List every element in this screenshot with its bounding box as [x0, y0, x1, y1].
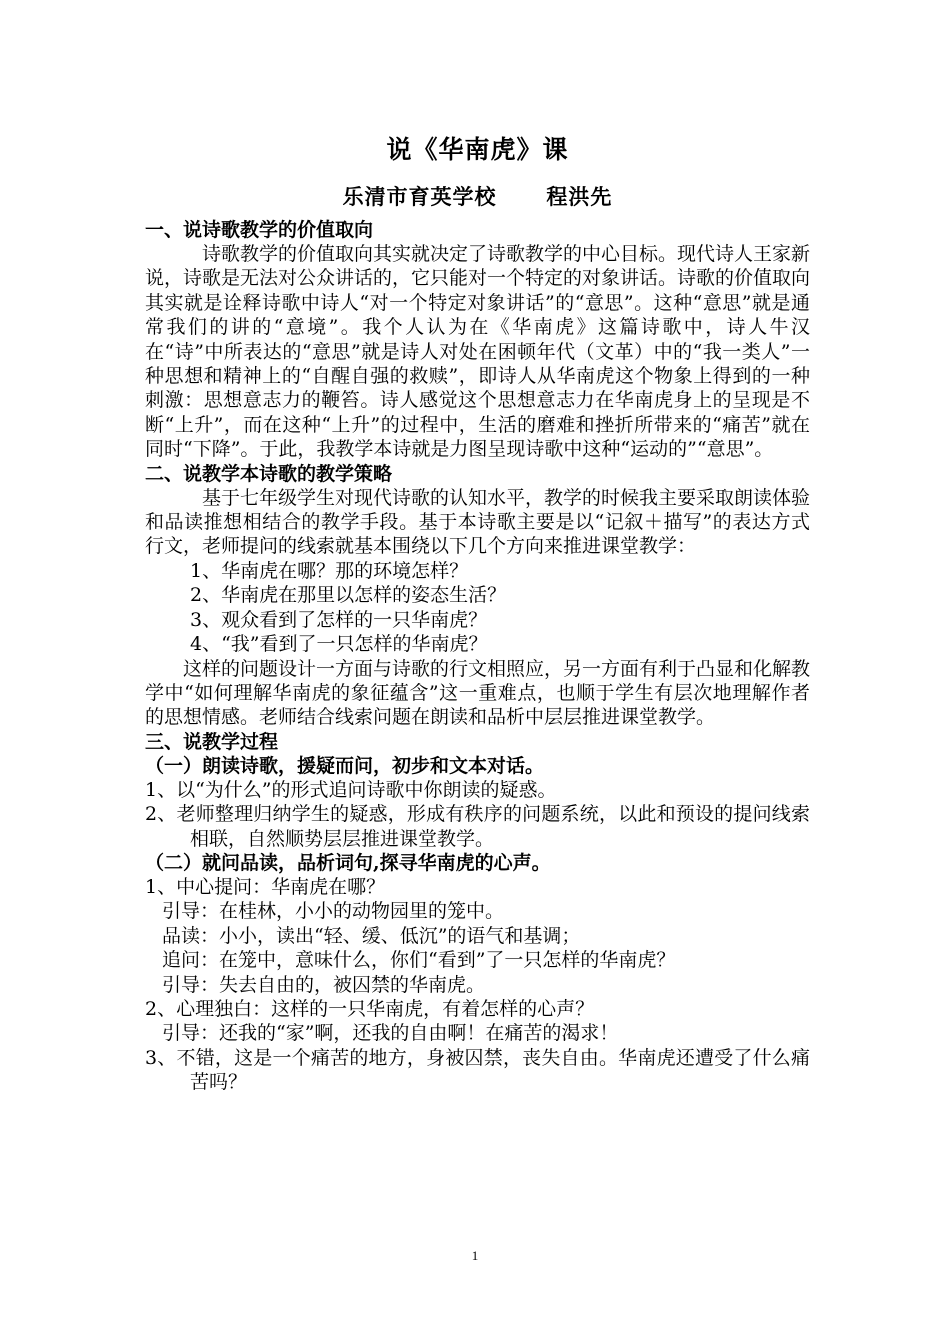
section-3-heading: 三、说教学过程: [145, 730, 279, 753]
section-1-heading: 一、说诗歌教学的价值取向: [145, 219, 374, 241]
question-1: 1、中心提问：华南虎在哪？: [145, 875, 386, 898]
guide-line: 引导：在桂林，小小的动物园里的笼中。: [162, 900, 505, 923]
section-2-heading: 二、说教学本诗歌的教学策略: [145, 462, 393, 485]
section-2-paragraph-2: 这样的问题设计一方面与诗歌的行文相照应，另一方面有利于凸显和化解教学中“如何理解华南虎的象征蕴含”这一重难点，也顺于学生有层次地理解作者的思想情感。老师结合线索问题在朗读和品析中层层推进课堂教学。: [145, 657, 811, 729]
section-2-paragraph: 基于七年级学生对现代诗歌的认知水平，教学的时候我主要采取朗读体验和品读推想相结合的教学手段。基于本诗歌主要是以“记叙＋描写”的表达方式行文，老师提问的线索就基本围绕以下几个方向来推进课堂教学：: [145, 486, 811, 558]
question-2: 2、心理独白：这样的一只华南虎，有着怎样的心声？: [145, 997, 595, 1020]
question-3: 3、不错，这是一个痛苦的地方，身被囚禁，丧失自由。华南虎还遭受了什么痛苦吗？: [145, 1046, 810, 1094]
subsection-2-heading: （二）就问品读，品析词句,探寻华南虎的心声。: [145, 851, 551, 874]
author-line: 乐清市育英学校 程洪先: [342, 184, 613, 209]
list-item: 2、华南虎在那里以怎样的姿态生活？: [190, 584, 507, 607]
guide-line: 引导：还我的“家”啊，还我的自由啊！在痛苦的渴求！: [162, 1022, 619, 1045]
guide-line: 引导：失去自由的，被囚禁的华南虎。: [162, 973, 486, 996]
page-title: 说《华南虎》课: [386, 135, 569, 164]
list-item: 1、华南虎在哪？那的环境怎样？: [190, 559, 469, 582]
list-item: 2、老师整理归纳学生的疑惑，形成有秩序的问题系统，以此和预设的提问线索相联，自然顺势层层推进课堂教学。: [145, 803, 810, 850]
list-item: 1、以“为什么”的形式追问诗歌中你朗读的疑惑。: [145, 778, 557, 801]
subsection-1-heading: （一）朗读诗歌，援疑而问，初步和文本对话。: [145, 754, 545, 777]
list-item: 4、“我”看到了一只怎样的华南虎？: [190, 633, 488, 656]
page-number: 1: [471, 1248, 479, 1263]
guide-line: 品读：小小，读出“轻、缓、低沉”的语气和基调；: [162, 924, 581, 947]
guide-line: 追问：在笼中，意味什么，你们“看到”了一只怎样的华南虎？: [162, 949, 676, 972]
document-page: [145, 130, 810, 1095]
list-item: 3、观众看到了怎样的一只华南虎？: [190, 608, 488, 631]
section-1-paragraph: 诗歌教学的价值取向其实就决定了诗歌教学的中心目标。现代诗人王家新说，诗歌是无法对公众讲话的，它只能对一个特定的对象讲话。诗歌的价值取向其实就是诠释诗歌中诗人“对一个特定对象讲话”的“意思”。这种“意思”就是通常我们的讲的“意境”。我个人认为在《华南虎》这篇诗歌中，诗人牛汉在“诗”中所表达的“意思”就是诗人对处在困顿年代（文革）中的“我一类人”一种思想和精神上的“自醒自强的救赎”，即诗人从华南虎这个物象上得到的一种刺激：思想意志力的鞭笞。诗人感觉这个思想意志力在华南虎身上的呈现是不断“上升”，而在这种“上升”的过程中，生活的磨难和挫折所带来的“痛苦”就在同时“下降”。于此，我教学本诗就是力图呈现诗歌中这种“运动的”“意思”。: [145, 243, 811, 461]
